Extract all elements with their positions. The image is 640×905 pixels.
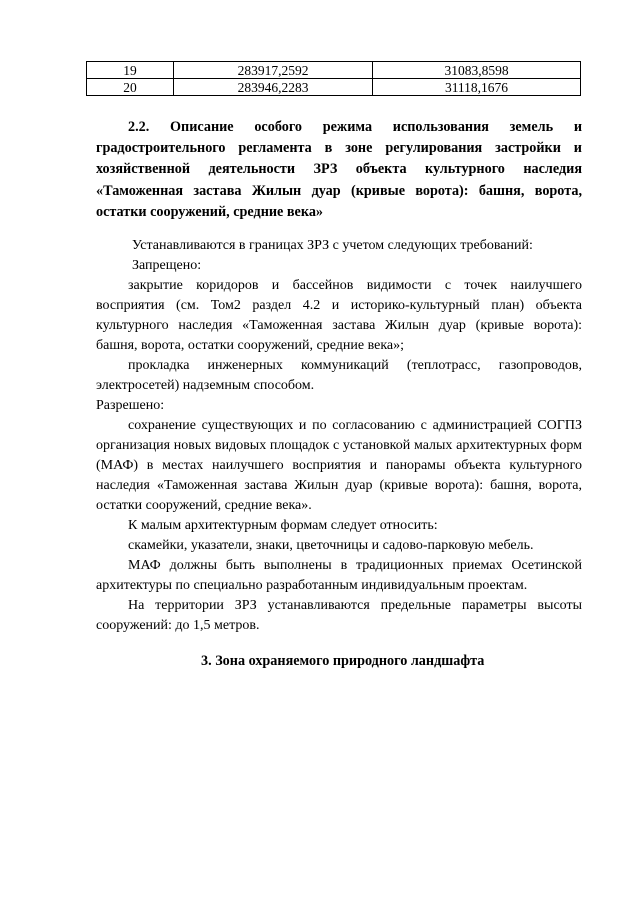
section-2-2-heading bbox=[96, 117, 582, 223]
paragraph-prohibition-2: прокладка инженерных коммуникаций (теплотрасс, газопроводов, электросетей) надземным способом. bbox=[96, 358, 582, 393]
heading-line: хозяйственной деятельности ЗРЗ объекта культурного наследия bbox=[96, 161, 582, 178]
coordinate-x: 283917,2592 bbox=[174, 62, 373, 79]
point-number: 20 bbox=[87, 79, 174, 96]
heading-line: градостроительного регламента в зоне регулирования застройки и bbox=[96, 140, 582, 157]
paragraph-maf-style: МАФ должны быть выполнены в традиционных приемах Осетинской архитектуры по специально разработанным индивидуальным проектам. bbox=[96, 558, 582, 593]
paragraph-maf-list: скамейки, указатели, знаки, цветочницы и садово-парковую мебель. bbox=[128, 538, 534, 553]
section-3-title: 3. Зона охраняемого природного ландшафта bbox=[201, 653, 485, 669]
coordinate-x: 283946,2283 bbox=[174, 79, 373, 96]
coordinates-table bbox=[86, 61, 581, 96]
section-body bbox=[96, 236, 582, 636]
paragraph-maf-intro: К малым архитектурным формам следует относить: bbox=[128, 518, 438, 533]
point-number: 19 bbox=[87, 62, 174, 79]
heading-line: остатки сооружений, средние века» bbox=[96, 203, 324, 220]
paragraph-prohibited-label: Запрещено: bbox=[132, 258, 202, 273]
heading-line: «Таможенная застава Жилын дуар (кривые ворота): башня, ворота, bbox=[96, 182, 582, 199]
table-row bbox=[87, 62, 581, 79]
paragraph-allowed-1: сохранение существующих и по согласованию с администрацией СОГПЗ организация новых видовых площадок с установкой малых архитектурных форм (МАФ) в местах наилучшего восприятия и панорамы объекта культурного наследия «Таможенная застава Жилын дуар (кривые ворота): башня, ворота, остатки сооружений, средние века». bbox=[96, 418, 582, 513]
coordinate-y: 31083,8598 bbox=[373, 62, 581, 79]
paragraph-allowed-label: Разрешено: bbox=[96, 398, 165, 413]
paragraph-prohibition-1: закрытие коридоров и бассейнов видимости с точек наилучшего восприятия (см. Том2 раздел 4.2 и историко-культурный план) объекта культурного наследия «Таможенная застава Жилын дуар (кривые ворота): башня, ворота, остатки сооружений, средние века»; bbox=[96, 278, 582, 353]
heading-line: 2.2. Описание особого режима использования земель и bbox=[128, 119, 582, 135]
table-row bbox=[87, 79, 581, 96]
paragraph-height-limit: На территории ЗРЗ устанавливаются предельные параметры высоты сооружений: до 1,5 метров. bbox=[96, 598, 582, 633]
paragraph-intro: Устанавливаются в границах ЗРЗ с учетом следующих требований: bbox=[132, 238, 533, 253]
coordinate-y: 31118,1676 bbox=[373, 79, 581, 96]
